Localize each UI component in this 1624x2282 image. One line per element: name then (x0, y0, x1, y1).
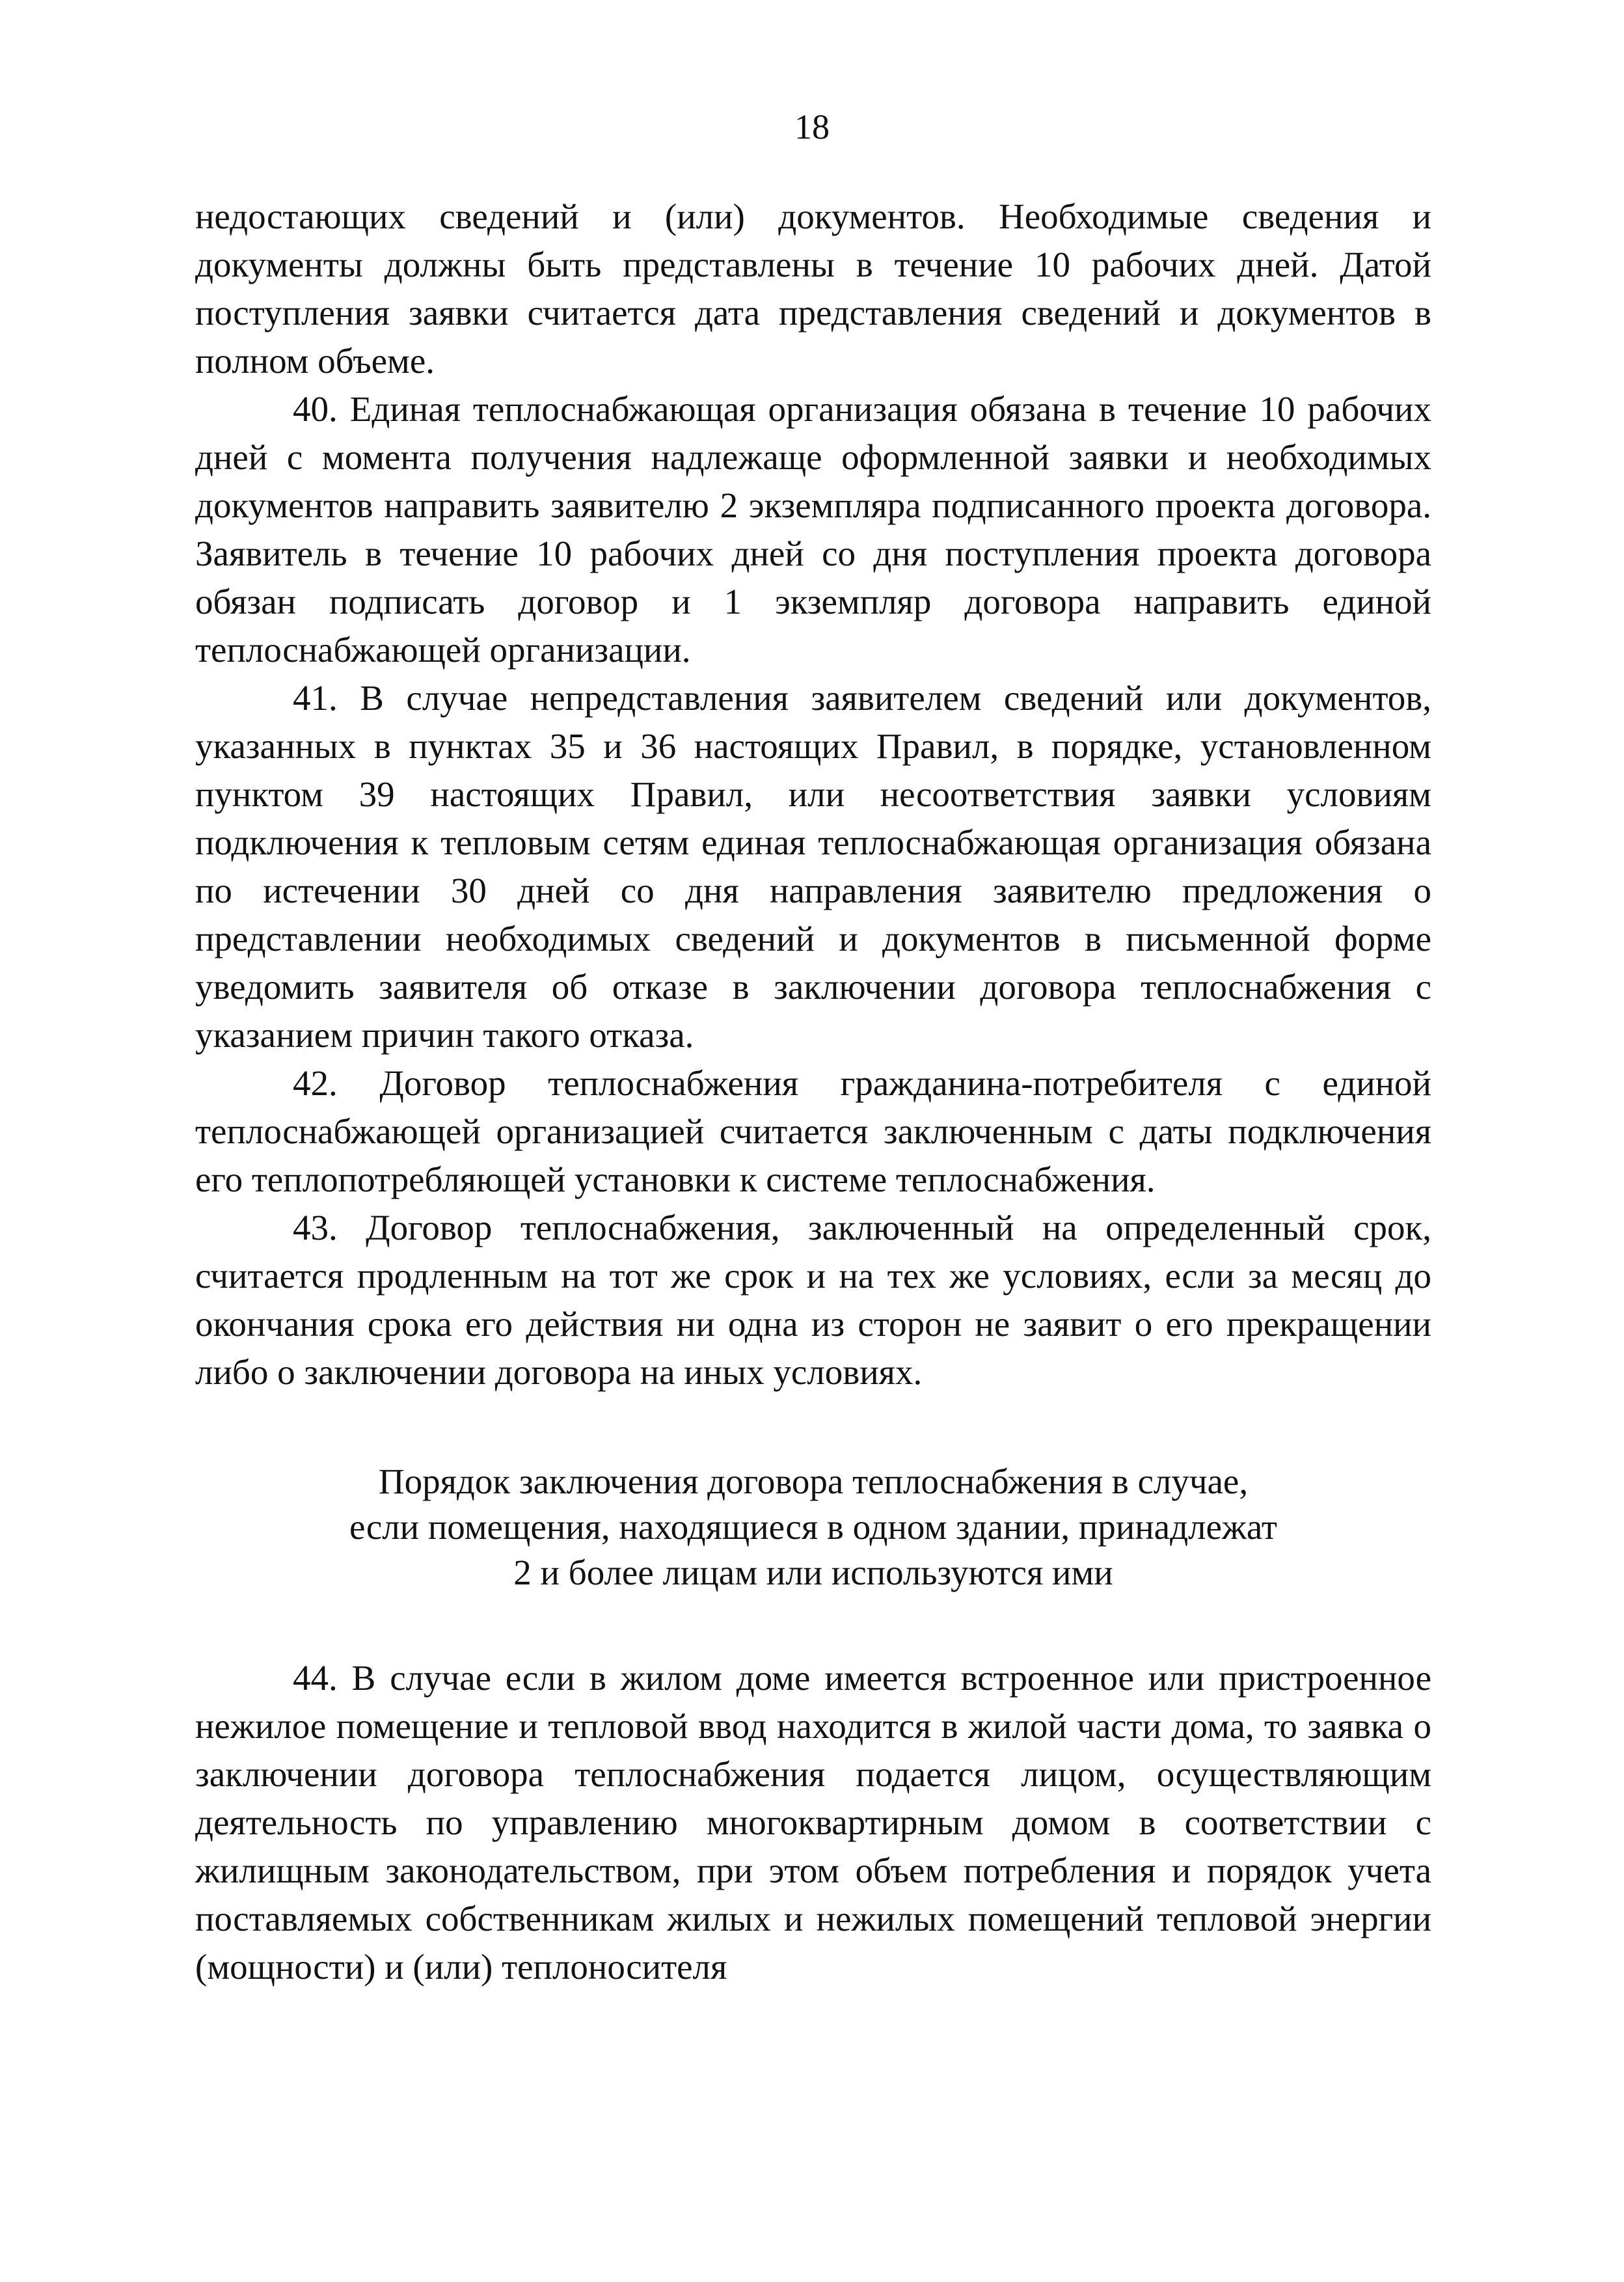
document-body (195, 193, 1431, 1991)
section-heading-line: 2 и более лицам или используются ими (513, 1553, 1113, 1592)
paragraph-item-44: 44. В случае если в жилом доме имеется встроенное или пристроенное нежилое помещение и тепловой ввод находится в жилой части дома, то заявка о заключении договора теплоснабжения подается лицом, осуществляющим деятельность по управлению многоквартирным домом в соответствии с жилищным законодательством, при этом объем потребления и порядок учета поставляемых собственникам жилых и нежилых помещений тепловой энергии (мощности) и (или) теплоносителя (195, 1658, 1431, 1987)
section-heading (195, 1459, 1431, 1596)
section-heading-line: если помещения, находящиеся в одном здании, принадлежат (349, 1507, 1277, 1547)
section-heading-line: Порядок заключения договора теплоснабжения в случае, (378, 1461, 1249, 1501)
paragraph-continuation: недостающих сведений и (или) документов. Необходимые сведения и документы должны быть представлены в течение 10 рабочих дней. Датой поступления заявки считается дата представления сведений и документов в полном объеме. (195, 197, 1431, 381)
paragraph-item-41: 41. В случае непредставления заявителем сведений или документов, указанных в пунктах 35 и 36 настоящих Правил, в порядке, установленном пунктом 39 настоящих Правил, или несоответствия заявки условиям подключения к тепловым сетям единая теплоснабжающая организация обязана по истечении 30 дней со дня направления заявителю предложения о представлении необходимых сведений и документов в письменной форме уведомить заявителя об отказе в заключении договора теплоснабжения с указанием причин такого отказа. (195, 678, 1431, 1055)
paragraph-item-40: 40. Единая теплоснабжающая организация обязана в течение 10 рабочих дней с момента получения надлежаще оформленной заявки и необходимых документов направить заявителю 2 экземпляра подписанного проекта договора. Заявитель в течение 10 рабочих дней со дня поступления проекта договора обязан подписать договор и 1 экземпляр договора направить единой теплоснабжающей организации. (195, 389, 1431, 670)
page-number: 18 (794, 107, 830, 146)
paragraph-item-42: 42. Договор теплоснабжения гражданина-потребителя с единой теплоснабжающей организацией считается заключенным с даты подключения его теплопотребляющей установки к системе теплоснабжения. (195, 1063, 1431, 1199)
paragraph-item-43: 43. Договор теплоснабжения, заключенный на определенный срок, считается продленным на тот же срок и на тех же условиях, если за месяц до окончания срока его действия ни одна из сторон не заявит о его прекращении либо о заключении договора на иных условиях. (195, 1208, 1431, 1392)
